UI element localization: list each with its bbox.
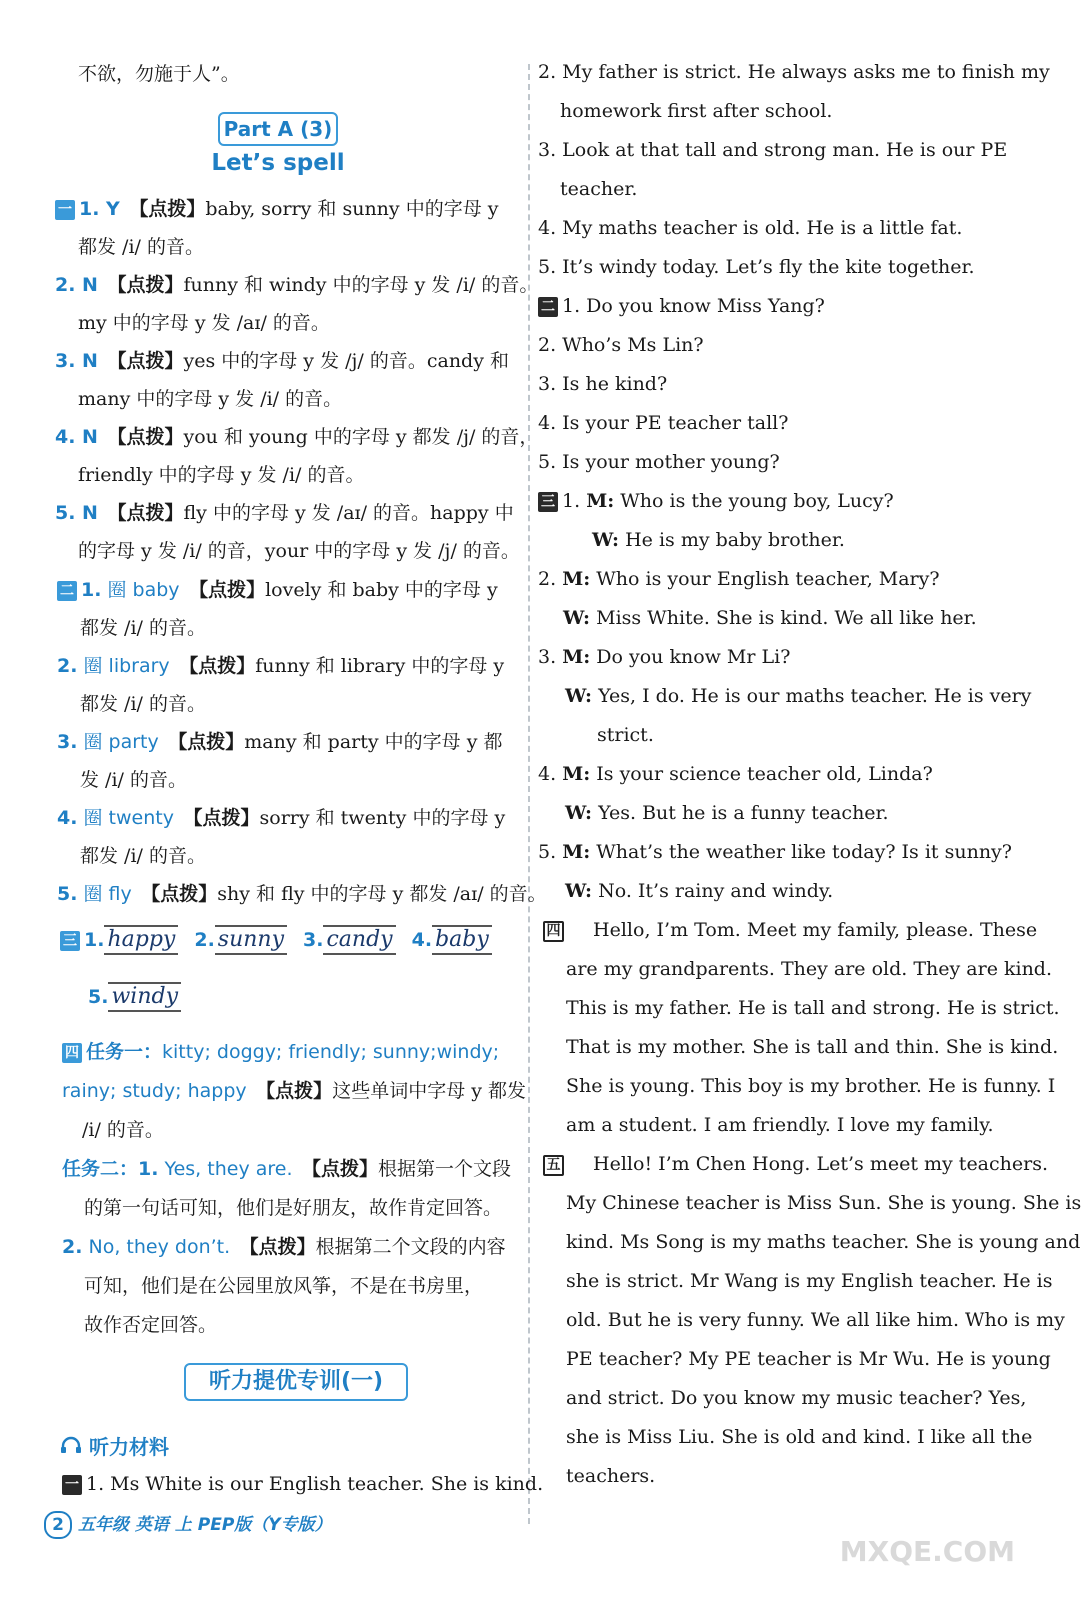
r-s2-line: 4. Is your PE teacher tall? <box>538 412 789 434</box>
r-s4-line: 四 Hello, I’m Tom. Meet my family, please. These <box>543 918 1037 942</box>
sec2-item-2: 2. 圈 library 【点拨】funny 和 library 中的字母 y <box>57 655 505 677</box>
r-s3-line: W: Yes. But he is a funny teacher. <box>565 802 889 824</box>
sec2-item-4: 4. 圈 twenty 【点拨】sorry 和 twenty 中的字母 y <box>57 807 506 829</box>
sec1-item-5-cont: 的字母 y 发 /i/ 的音，your 中的字母 y 发 /j/ 的音。 <box>78 540 520 562</box>
r-s2-line: 3. Is he kind? <box>538 373 668 395</box>
r-s3-line: W: No. It’s rainy and windy. <box>565 880 834 902</box>
r-s3-line: 2. M: Who is your English teacher, Mary? <box>538 568 940 590</box>
section-badge-two: 二 <box>57 581 77 601</box>
r-s1-line: 3. Look at that tall and strong man. He is our PE <box>538 139 1008 161</box>
sec1-item-2: 2. N 【点拨】funny 和 windy 中的字母 y 发 /i/ 的音。 <box>55 274 539 296</box>
r-s3-line: 5. M: What’s the weather like today? Is it sunny? <box>538 841 1012 863</box>
sec1-item-2-cont: my 中的字母 y 发 /aɪ/ 的音。 <box>78 312 330 334</box>
r-s3-line: W: Miss White. She is kind. We all like her. <box>563 607 977 629</box>
sec2-item-2-cont: 都发 /i/ 的音。 <box>80 693 206 715</box>
section-badge-five: 五 <box>543 1155 564 1176</box>
headphones-icon <box>60 1435 89 1459</box>
sec4-task1-cont: rainy; study; happy 【点拨】这些单词中字母 y 都发 <box>62 1080 527 1102</box>
sec1-item-3: 3. N 【点拨】yes 中的字母 y 发 /j/ 的音。candy 和 <box>55 350 509 372</box>
sec4-task1: 四 任务一：kitty; doggy; friendly; sunny;windy; <box>62 1040 499 1064</box>
r-s1-line: 5. It’s windy today. Let’s fly the kite together. <box>538 256 975 278</box>
r-s3-line: W: Yes, I do. He is our maths teacher. He is very <box>565 685 1032 707</box>
r-s2-line: 二 1. Do you know Miss Yang? <box>538 294 825 318</box>
r-s5-line: she is strict. Mr Wang is my English teacher. He is <box>566 1270 1053 1292</box>
section-badge-one: 一 <box>62 1475 82 1495</box>
sec4-task2-q1-cont: 的第一句话可知，他们是好朋友，故作肯定回答。 <box>84 1197 503 1219</box>
section-badge-four: 四 <box>62 1043 82 1063</box>
r-s3-line: 三 1. M: Who is the young boy, Lucy? <box>538 489 894 513</box>
sec4-task2-q2-cont: 可知，他们是在公园里放风筝，不是在书房里， <box>84 1275 484 1297</box>
r-s4-line: am a student. I am friendly. I love my family. <box>566 1114 994 1136</box>
sec3-row-1: 三 1. happy 2. sunny 3. candy 4. baby <box>60 925 508 955</box>
r-s5-line: teachers. <box>566 1465 656 1487</box>
r-s3-line: 3. M: Do you know Mr Li? <box>538 646 791 668</box>
sec1-item-5: 5. N 【点拨】fly 中的字母 y 发 /aɪ/ 的音。happy 中 <box>55 502 514 524</box>
section-badge-three: 三 <box>60 931 80 951</box>
r-s5-line: and strict. Do you know my music teacher? Yes, <box>566 1387 1027 1409</box>
r-s5-line: she is Miss Liu. She is old and kind. I like all the <box>566 1426 1033 1448</box>
listen-item-1: 一 1. Ms White is our English teacher. She is kind. <box>62 1472 543 1496</box>
r-s4-line: are my grandparents. They are old. They are kind. <box>566 958 1053 980</box>
r-s5-line: My Chinese teacher is Miss Sun. She is young. She is <box>566 1192 1081 1214</box>
sec4-task2-q2: 2. No, they don’t. 【点拨】根据第二个文段的内容 <box>62 1236 506 1258</box>
sec1-item-1-cont: 都发 /i/ 的音。 <box>78 236 204 258</box>
sec2-item-1-cont: 都发 /i/ 的音。 <box>80 617 206 639</box>
r-s1-line: homework first after school. <box>560 100 833 122</box>
r-s3-line: W: He is my baby brother. <box>592 529 845 551</box>
sec2-item-4-cont: 都发 /i/ 的音。 <box>80 845 206 867</box>
page-footer: 2 五年级 英语 上 PEP版（Y专版） <box>44 1510 332 1539</box>
r-s2-line: 5. Is your mother young? <box>538 451 780 473</box>
r-s5-line: 五 Hello! I’m Chen Hong. Let’s meet my teachers. <box>543 1152 1048 1176</box>
section-title: 听力提优专训(一) <box>184 1363 408 1401</box>
sec4-task2-q2-end: 故作否定回答。 <box>84 1314 218 1336</box>
section-badge-four: 四 <box>543 921 564 942</box>
section-badge-two: 二 <box>538 297 558 317</box>
r-s3-line: 4. M: Is your science teacher old, Linda? <box>538 763 933 785</box>
listening-heading: 听力材料 <box>60 1431 169 1460</box>
sec2-item-1: 二 1. 圈 baby 【点拨】lovely 和 baby 中的字母 y <box>57 578 498 602</box>
sec4-task1-end: /i/ 的音。 <box>82 1119 164 1141</box>
r-s3-line: strict. <box>597 724 654 746</box>
section-badge-three: 三 <box>538 492 558 512</box>
watermark: MXQE.COM <box>839 1535 1015 1568</box>
part-title: Part A (3) <box>218 112 338 146</box>
sec2-item-3: 3. 圈 party 【点拨】many 和 party 中的字母 y 都 <box>57 731 503 753</box>
sec1-item-1: 一 1. Y 【点拨】baby, sorry 和 sunny 中的字母 y <box>55 197 498 221</box>
r-s1-line: 4. My maths teacher is old. He is a little fat. <box>538 217 963 239</box>
top-line: 不欲，勿施于人”。 <box>78 63 240 85</box>
r-s5-line: PE teacher? My PE teacher is Mr Wu. He is young <box>566 1348 1051 1370</box>
r-s4-line: This is my father. He is tall and strong. He is strict. <box>566 997 1060 1019</box>
sec4-task2-q1: 任务二：1. Yes, they are. 【点拨】根据第一个文段 <box>62 1158 512 1180</box>
subtitle: Let’s spell <box>211 150 345 176</box>
r-s4-line: She is young. This boy is my brother. He is funny. I <box>566 1075 1056 1097</box>
section-badge-one: 一 <box>55 200 75 220</box>
sec1-item-4: 4. N 【点拨】you 和 young 中的字母 y 都发 /j/ 的音， <box>55 426 539 448</box>
r-s5-line: kind. Ms Song is my maths teacher. She is young and <box>566 1231 1081 1253</box>
r-s2-line: 2. Who’s Ms Lin? <box>538 334 704 356</box>
sec1-item-4-cont: friendly 中的字母 y 发 /i/ 的音。 <box>78 464 365 486</box>
sec2-item-5: 5. 圈 fly 【点拨】shy 和 fly 中的字母 y 都发 /aɪ/ 的音。 <box>57 883 547 905</box>
sec1-item-3-cont: many 中的字母 y 发 /i/ 的音。 <box>78 388 343 410</box>
sec3-row-2: 5. windy <box>88 982 197 1012</box>
r-s1-line: 2. My father is strict. He always asks me to finish my <box>538 61 1050 83</box>
r-s4-line: That is my mother. She is tall and thin. She is kind. <box>566 1036 1059 1058</box>
page-number: 2 <box>44 1511 72 1539</box>
r-s5-line: old. But he is very funny. We all like him. Who is my <box>566 1309 1065 1331</box>
sec2-item-3-cont: 发 /i/ 的音。 <box>80 769 187 791</box>
r-s1-line: teacher. <box>560 178 638 200</box>
